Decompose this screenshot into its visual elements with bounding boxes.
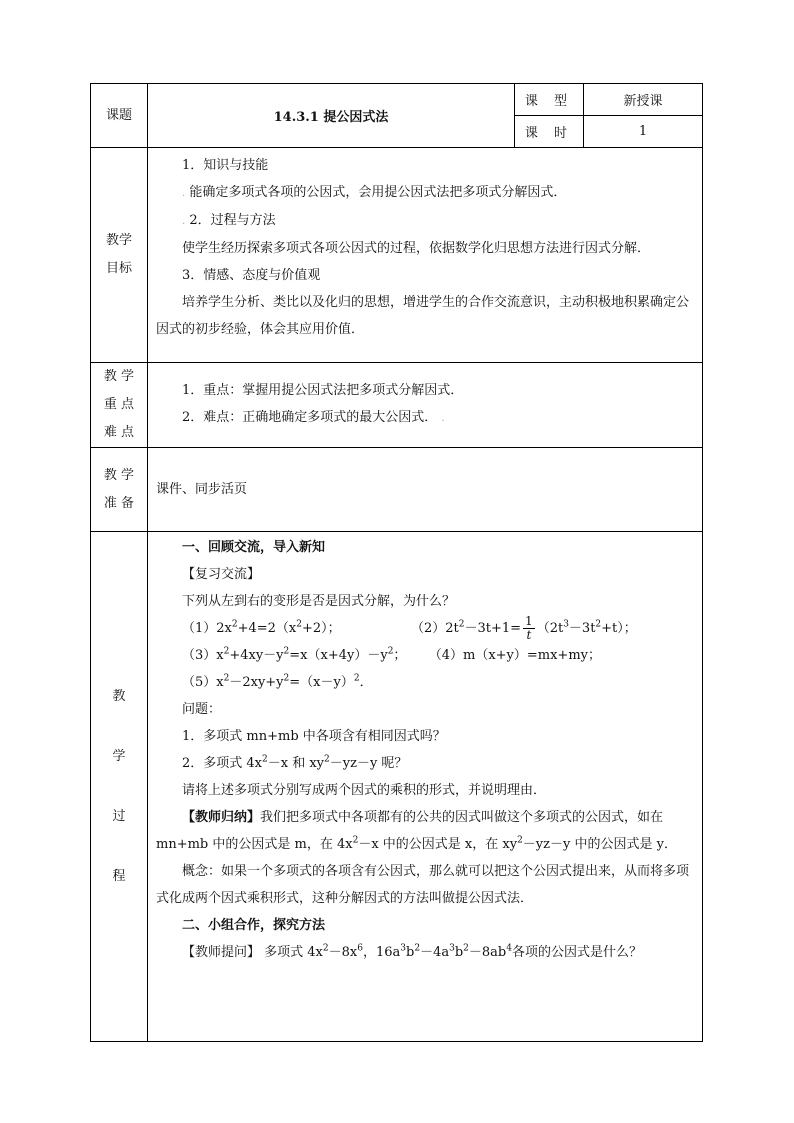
keypoints-label-line: 教 学 [103, 369, 135, 384]
goals-line: 1．知识与技能 [182, 158, 269, 173]
process-content [148, 532, 703, 1042]
section-title: 一、回顾交流，导入新知 [182, 540, 326, 555]
lesson-type-value: 新授课 [584, 84, 703, 116]
process-label [91, 532, 148, 1042]
lesson-type-label: 课 型 [515, 84, 584, 116]
fraction: $\frac{1}{t}$ [525, 614, 533, 642]
review-tag: 【复习交流】 [182, 567, 261, 582]
goals-line: 使学生经历探索多项式各项公因式的过程，依据数学化归思想方法进行因式分解． [182, 241, 651, 256]
mark-dot: . [441, 413, 445, 424]
keypoints-content [148, 363, 703, 448]
prep-text: 课件、同步活页 [156, 482, 248, 497]
process-label-char: 过 [112, 808, 126, 824]
problem-2: 2．多项式 $4x^2-x$ 和 $xy^2-yz-y$ 呢？ [182, 754, 408, 771]
review-question: 下列从左到右的变形是否是因式分解，为什么？ [182, 594, 456, 609]
teacher-question: 【教师提问】 多项式 $4x^2-8x^6$，$16a^3b^2-4a^3b^2-8ab^4$各项的公因式是什么？ [182, 943, 642, 960]
problem-ask: 请将上述多项式分别写成两个因式的乘积的形式，并说明理由． [182, 783, 547, 798]
mark-dot: . [182, 216, 186, 227]
section-title: 二、小组合作，探究方法 [182, 918, 326, 933]
prep-label-line: 教 学 [103, 467, 135, 483]
prep-label [91, 448, 148, 532]
goals-line: 3．情感、态度与价值观 [182, 268, 321, 283]
lesson-plan-table [90, 83, 703, 1042]
goals-content [148, 148, 703, 363]
keypoints-label-line: 重 点 [103, 397, 135, 412]
lesson-hours-value: 1 [584, 116, 703, 148]
prep-content [148, 448, 703, 532]
process-label-char: 教 [112, 688, 126, 704]
problem-heading: 问题： [182, 702, 222, 717]
concept-text: 概念：如果一个多项式的各项含有公因式，那么就可以把这个公因式提出来，从而将多项式化成两个因式乘积形式，这种分解因式的方法叫做提公因式法． [156, 864, 690, 906]
keypoint-line: 2．难点：正确地确定多项式的最大公因式． [182, 410, 438, 425]
process-label-char: 学 [112, 748, 126, 764]
mark-dot: . [182, 188, 186, 199]
process-label-char: 程 [112, 868, 126, 884]
lesson-hours-label: 课 时 [515, 116, 584, 148]
lesson-title: 14.3.1 提公因式法 [148, 84, 515, 148]
problem-1: 1．多项式 mn+mb 中各项含有相同因式吗？ [182, 729, 446, 744]
item-row-1: $(1)2x^2+4=2(x^2+2)$； $(2)2t^2-3t+1=$ $\frac{1}{t}$ $(2t^3-3t^2+t)$； [182, 614, 637, 642]
teacher-summary: 【教师归纳】我们把多项式中各项都有的公共的因式叫做这个多项式的公因式，如在 mn+mb 中的公因式是 m，在 $4x^2-x$ 中的公因式是 x，在 $xy^2-yz-y$ 中的公因式是 y． [156, 810, 677, 852]
goals-line: 培养学生分析、类比以及化归的思想，增进学生的合作交流意识，主动积极地积累确定公因式的初步经验，体会其应用价值． [156, 295, 690, 337]
keypoint-line: 1．重点：掌握用提公因式法把多项式分解因式． [182, 383, 464, 398]
goals-line: 2．过程与方法 [189, 213, 276, 228]
goals-label [91, 148, 148, 363]
goals-label-line: 目标 [105, 261, 132, 276]
item-row-2: $(3)x^2+4xy-y^2=x(x+4y)-y^2$； （4）m（x+y）=mx+my； [182, 646, 602, 663]
prep-label-line: 准 备 [103, 495, 135, 511]
item-row-3: $(5)x^2-2xy+y^2=(x-y)^2$． [182, 673, 373, 690]
keypoints-label [91, 363, 148, 448]
goals-label-line: 教学 [105, 233, 132, 248]
topic-label: 课题 [91, 84, 148, 148]
goals-line: 能确定多项式各项的公因式，会用提公因式法把多项式分解因式． [189, 185, 567, 200]
keypoints-label-line: 难 点 [103, 425, 135, 440]
